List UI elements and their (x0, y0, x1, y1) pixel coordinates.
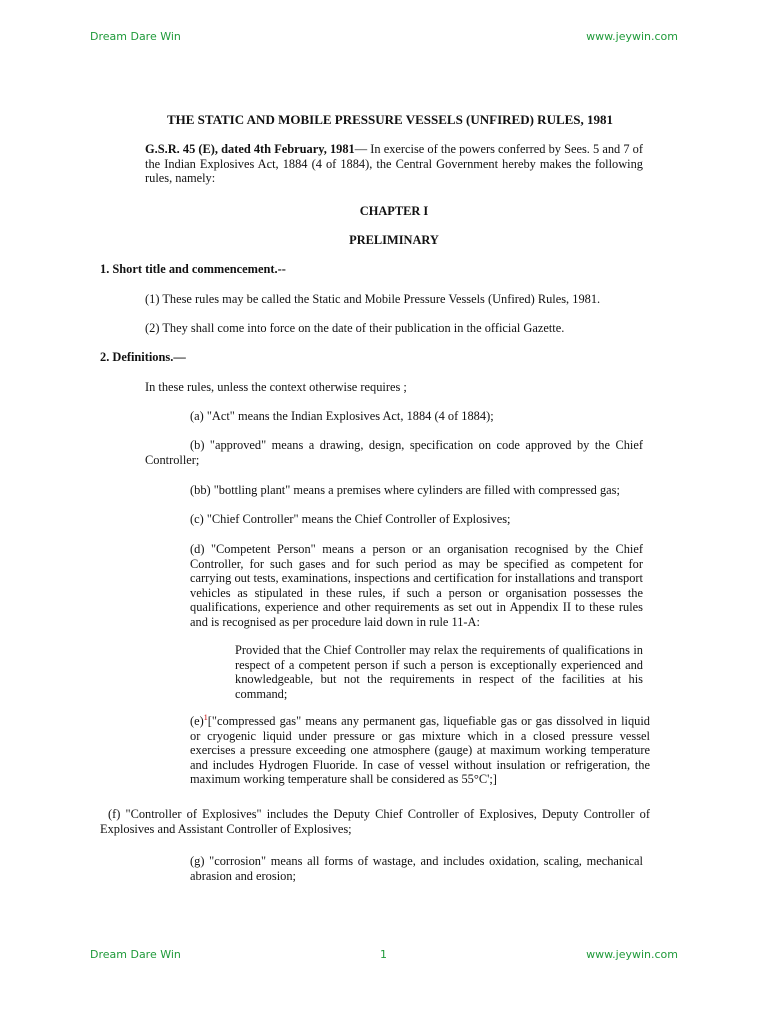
footnote-marker[interactable]: 1 (203, 712, 208, 722)
footer-brand: Dream Dare Win (90, 948, 181, 961)
proviso: Provided that the Chief Controller may relax the requirements of qualifications in respect of a competent person if such a person is exceptionally experienced and knowledgeable, but not the requirements in respect of the facilities at his command; (235, 643, 643, 701)
definition-g: (g) "corrosion" means all forms of wastage, and includes oxidation, scaling, mechanical abrasion and erosion; (190, 854, 643, 883)
page-footer (0, 948, 768, 964)
definition-bb: (bb) "bottling plant" means a premises where cylinders are filled with compressed gas; (190, 483, 620, 497)
definition-b: (b) "approved" means a drawing, design, specification on code approved by the Chief Controller; (145, 438, 643, 467)
intro-text: — In exercise of the powers conferred by Sees. 5 and 7 of the Indian Explosives Act, 1884 (4 of 1884), the Central Government hereby makes the following rules, namely: (145, 142, 643, 185)
notification-reference: G.S.R. 45 (E), dated 4th February, 1981 (145, 142, 355, 156)
section-1-clause-1: (1) These rules may be called the Static and Mobile Pressure Vessels (Unfired) Rules, 1981. (145, 292, 601, 306)
section-1-clause-2: (2) They shall come into force on the date of their publication in the official Gazette. (145, 321, 565, 335)
header-brand: Dream Dare Win (90, 30, 181, 43)
definition-c: (c) "Chief Controller" means the Chief Controller of Explosives; (190, 512, 511, 526)
header-website-link[interactable]: www.jeywin.com (586, 30, 678, 43)
section-2-intro: In these rules, unless the context otherwise requires ; (145, 380, 407, 394)
intro-paragraph (145, 142, 643, 186)
definition-a: (a) "Act" means the Indian Explosives Act, 1884 (4 of 1884); (190, 409, 494, 423)
definition-e-label: (e) (190, 714, 204, 728)
definition-e-text: ["compressed gas" means any permanent gas, liquefiable gas or gas dissolved in liquid or cryogenic liquid under pressure or gas mixture which in a closed pressure vessel exercises a pressure exceeding one atmosphere (gauge) at maximum working temperature and includes Hydrogen Fluoride. In case of vessel without insulation or refrigeration, the maximum working temperature shall be considered as 55°C';] (190, 714, 650, 786)
chapter-subheading: PRELIMINARY (349, 233, 439, 247)
footer-website-link[interactable]: www.jeywin.com (586, 948, 678, 961)
definition-f: (f) "Controller of Explosives" includes the Deputy Chief Controller of Explosives, Deputy Controller of Explosives and Assistant Controller of Explosives; (100, 807, 650, 836)
page-number: 1 (380, 948, 387, 961)
section-1-heading: 1. Short title and commencement.-- (100, 262, 286, 276)
section-2-heading: 2. Definitions.— (100, 350, 186, 364)
definition-d: (d) "Competent Person" means a person or an organisation recognised by the Chief Controller, for such gases and for such period as may be specified as competent for carrying out tests, examinations, inspections and certification for installations and transport vehicles as stipulated in these rules, if such a person or organisation possesses the qualifications, experience and other requirements as set out in Appendix II to these rules and is recognised as per procedure laid down in rule 11-A: (190, 542, 643, 629)
definition-e (190, 714, 650, 787)
page-header (0, 30, 768, 46)
document-title: THE STATIC AND MOBILE PRESSURE VESSELS (UNFIRED) RULES, 1981 (166, 112, 614, 127)
chapter-heading: CHAPTER I (359, 204, 429, 218)
